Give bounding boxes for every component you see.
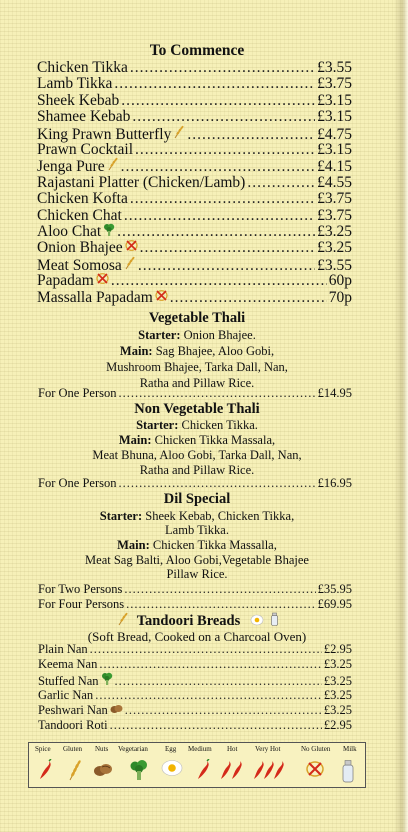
starter-text: Onion Bhajee. — [180, 328, 256, 342]
dot-leader — [110, 718, 322, 733]
dil-special-starter-2: Lamb Tikka. — [165, 523, 229, 537]
dot-leader — [117, 223, 315, 241]
item-name: Chicken Kofta — [37, 190, 128, 208]
bread-item — [38, 718, 352, 733]
section-heading-starters: To Commence — [149, 42, 245, 59]
item-name: Meat Somosa — [37, 256, 122, 274]
price-line-label: For Four Persons — [38, 597, 125, 611]
starter-item — [37, 92, 352, 110]
dot-leader — [95, 688, 322, 703]
starter-label: Starter: — [136, 418, 179, 432]
nuts-icon — [93, 759, 113, 779]
legend-label-nuts: Nuts — [95, 745, 109, 753]
legend-label-very-hot: Very Hot — [255, 745, 281, 753]
page-edge — [394, 0, 408, 832]
item-name: Aloo Chat — [37, 223, 102, 240]
bread-item — [38, 688, 352, 703]
bread-item — [38, 642, 352, 657]
wheat-icon — [67, 759, 83, 781]
dil-special-price-line-four — [38, 597, 352, 612]
starter-label: Starter: — [99, 509, 143, 523]
item-name: Garlic Nan — [38, 687, 94, 702]
item-price: £3.15 — [317, 108, 352, 126]
section-heading-nonveg-thali: Non Vegetable Thali — [134, 401, 260, 417]
item-name: Jenga Pure — [37, 158, 105, 176]
legend-label-spice: Spice — [35, 745, 51, 753]
item-name: Rajastani Platter (Chicken/Lamb) — [37, 173, 246, 191]
item-name: Tandoori Roti — [38, 718, 108, 732]
item-price: £4.55 — [317, 173, 352, 191]
starter-item — [37, 59, 352, 77]
price: £16.95 — [317, 476, 352, 490]
main-text: Chicken Tikka Massala, — [151, 433, 276, 447]
starter-item — [37, 239, 352, 257]
item-price: £3.75 — [317, 206, 352, 224]
item-name: Chicken Tikka — [37, 59, 128, 76]
item-name: Plain Nan — [38, 642, 88, 656]
chili-icon — [195, 759, 213, 781]
item-price: £3.25 — [317, 239, 352, 257]
dot-leader — [170, 289, 327, 307]
no-gluten-icon — [305, 759, 325, 779]
legend-label-gluten: Gluten — [63, 745, 83, 753]
no-gluten-icon — [125, 239, 138, 257]
dot-leader — [114, 75, 315, 93]
allergen-legend — [28, 742, 366, 788]
item-name: Sheek Kebab — [37, 91, 120, 109]
dil-special-main-2: Meat Sag Balti, Aloo Gobi,Vegetable Bhajee — [85, 553, 309, 567]
item-name: Massalla Papadam — [37, 288, 153, 306]
dot-leader — [140, 239, 315, 257]
item-name: Lamb Tikka — [37, 75, 113, 93]
egg-icon — [161, 759, 183, 777]
item-price: £4.15 — [317, 158, 352, 176]
dot-leader — [118, 476, 315, 491]
main-label: Main: — [119, 344, 153, 358]
starter-text: Chicken Tikka. — [178, 418, 258, 432]
item-name: Keema Nan — [38, 657, 98, 672]
veg-thali-main-1 — [0, 343, 394, 359]
dot-leader — [247, 174, 315, 192]
item-price: £3.25 — [323, 674, 352, 689]
breads-subheading: (Soft Bread, Cooked on a Charcoal Oven) — [87, 629, 307, 644]
item-price: £3.25 — [317, 223, 352, 240]
starter-item — [37, 289, 352, 307]
veg-thali-main-2: Mushroom Bhajee, Tarka Dall, Nan, — [106, 360, 288, 374]
dot-leader — [132, 108, 315, 126]
legend-label-vegetarian: Vegetarian — [118, 745, 148, 753]
starter-item — [37, 75, 352, 93]
bread-item — [38, 657, 352, 672]
main-text: Sag Bhajee, Aloo Gobi, — [152, 344, 275, 358]
item-price: £3.15 — [317, 141, 352, 158]
item-price: 70p — [328, 288, 352, 306]
nonveg-thali-price-line — [38, 476, 352, 491]
section-heading-dil-special: Dil Special — [163, 491, 231, 507]
item-name: Stuffed Nan — [38, 674, 99, 689]
egg-icon — [250, 613, 264, 631]
bread-item — [38, 703, 352, 718]
item-name: Chicken Chat — [37, 206, 122, 224]
item-name: Peshwari Nan — [38, 702, 108, 717]
item-price: £2.95 — [323, 642, 352, 656]
price: £69.95 — [317, 597, 352, 611]
dot-leader — [126, 597, 316, 612]
item-price: £2.95 — [323, 718, 352, 732]
dot-leader — [124, 582, 315, 597]
starter-item — [37, 207, 352, 225]
three-chili-icon — [253, 759, 287, 781]
item-price: £3.25 — [323, 702, 352, 717]
item-price: 60p — [328, 272, 352, 290]
dil-special-main-1 — [0, 537, 394, 553]
item-price: £3.75 — [317, 190, 352, 208]
legend-label-hot: Hot — [227, 745, 238, 753]
dot-leader — [130, 59, 315, 77]
section-heading-breads: Tandoori Breads — [136, 613, 241, 630]
item-name: Onion Bhajee — [37, 239, 123, 257]
main-label: Main: — [118, 433, 152, 447]
nonveg-thali-starter — [0, 417, 394, 433]
item-name: Shamee Kebab — [37, 108, 131, 126]
price: £35.95 — [317, 582, 352, 596]
dot-leader — [121, 92, 315, 110]
nonveg-thali-main-2: Meat Bhuna, Aloo Gobi, Tarka Dall, Nan, — [92, 448, 302, 462]
dot-leader — [111, 272, 327, 290]
broccoli-icon — [129, 759, 149, 781]
price-line-label: For One Person — [38, 386, 117, 400]
item-price: £3.25 — [323, 687, 352, 702]
legend-label-medium: Medium — [188, 745, 212, 753]
nonveg-thali-main-1 — [0, 432, 394, 448]
legend-label-egg: Egg — [165, 745, 177, 753]
dot-leader — [99, 657, 322, 672]
dot-leader — [130, 190, 315, 208]
no-gluten-icon — [155, 289, 168, 307]
milk-bottle-icon — [341, 759, 355, 783]
dil-special-main-3: Pillaw Rice. — [166, 567, 228, 581]
veg-thali-main-3: Ratha and Pillaw Rice. — [139, 376, 255, 390]
nuts-icon — [110, 703, 123, 718]
starter-text: Sheek Kebab, Chicken Tikka, — [142, 509, 295, 523]
item-name: Papadam — [37, 272, 94, 290]
price: £14.95 — [317, 386, 352, 400]
item-price: £3.55 — [317, 59, 352, 76]
veg-thali-price-line — [38, 386, 352, 401]
item-price: £3.55 — [317, 256, 352, 274]
dot-leader — [135, 141, 315, 159]
price-line-label: For One Person — [38, 476, 117, 490]
item-price: £4.75 — [317, 125, 352, 143]
dil-special-price-line-two — [38, 582, 352, 597]
starter-item — [37, 108, 352, 126]
dot-leader — [118, 386, 315, 401]
item-name: King Prawn Butterfly — [37, 125, 172, 143]
starter-item — [37, 190, 352, 208]
veg-thali-starter — [0, 327, 394, 343]
price-line-label: For Two Persons — [38, 582, 123, 596]
item-price: £3.15 — [317, 91, 352, 109]
starter-item — [37, 223, 352, 241]
vegetarian-icon — [103, 223, 115, 241]
dot-leader — [125, 703, 322, 718]
legend-label-no-gluten: No Gluten — [301, 745, 331, 753]
item-price: £3.25 — [323, 657, 352, 672]
item-price: £3.75 — [317, 75, 352, 93]
main-label: Main: — [117, 538, 150, 552]
starter-item — [37, 174, 352, 192]
dot-leader — [124, 207, 315, 225]
two-chili-icon — [219, 759, 245, 781]
starter-label: Starter: — [138, 328, 181, 342]
item-name: Prawn Cocktail — [37, 141, 133, 158]
chili-icon — [37, 759, 55, 781]
no-gluten-icon — [96, 272, 109, 290]
main-text: Chicken Tikka Massalla, — [149, 538, 277, 552]
dot-leader — [90, 642, 322, 657]
legend-label-milk: Milk — [343, 745, 357, 753]
starter-item — [37, 272, 352, 290]
starter-item — [37, 141, 352, 159]
section-heading-veg-thali: Vegetable Thali — [148, 310, 246, 326]
nonveg-thali-main-3: Ratha and Pillaw Rice. — [139, 463, 255, 477]
